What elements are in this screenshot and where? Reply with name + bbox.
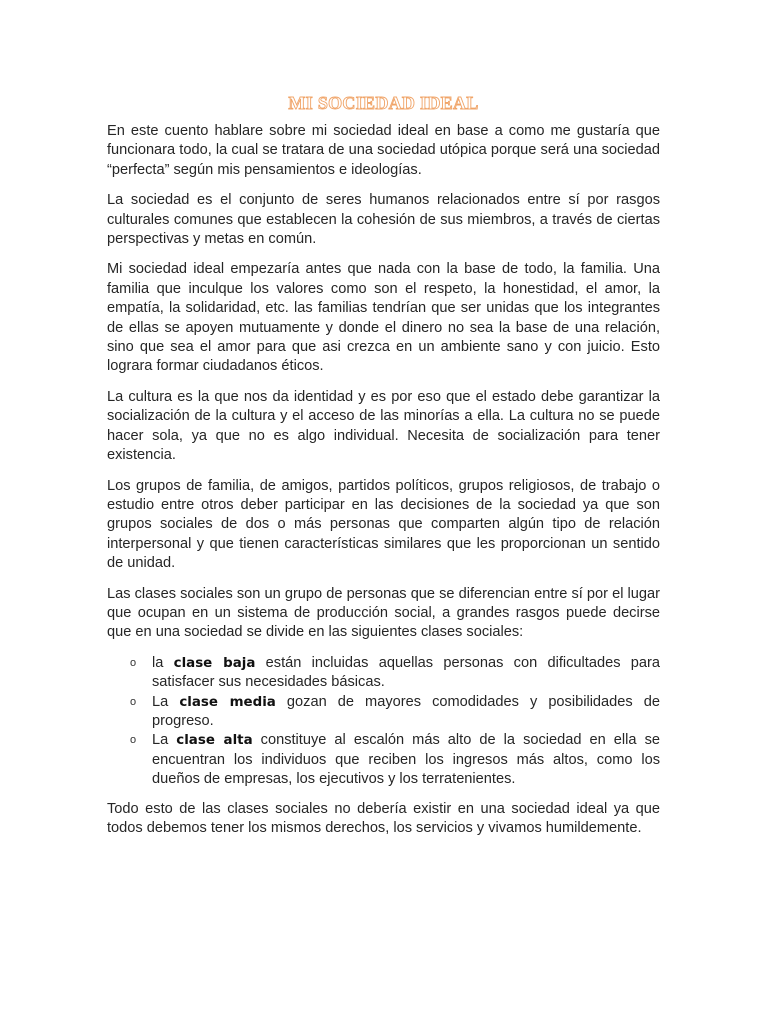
list-item-clase-alta: [107, 731, 660, 789]
list-item-prefix: La: [152, 732, 177, 749]
list-item-text: constituye al escalón más alto de la sociedad en ella se encuentran los individuos que reciben los ingresos más altos, como los dueños de empresas, los ejecutivos y los terratenientes.: [152, 732, 660, 788]
list-item-clase-baja: [107, 654, 660, 693]
list-item-prefix: La: [152, 693, 180, 710]
paragraph-family: Mi sociedad ideal empezaría antes que nada con la base de todo, la familia. Una familia que inculque los valores como son el respeto, la honestidad, el amor, la empatía, la solidaridad, etc. las familias tendrían que ser unidas que los integrantes de ellas se apoyen mutuamente y donde el dinero no sea la base de una relación, sino que sea el amor para que asi crezca en un ambiente sano y con juicio. Esto lograra formar ciudadanos éticos.: [107, 261, 660, 375]
list-item-term: clase baja: [173, 655, 256, 671]
paragraph-groups: Los grupos de familia, de amigos, partidos políticos, grupos religiosos, de trabajo o estudio entre otros deber participar en las decisiones de la sociedad ya que son grupos sociales de dos o más personas que comparten algún tipo de relación interpersonal y que tienen características similares que les proporcionan un sentido de unidad.: [107, 477, 660, 572]
list-item-term: clase alta: [176, 733, 253, 749]
paragraph-closing: Todo esto de las clases sociales no debería existir en una sociedad ideal ya que todos debemos tener los mismos derechos, los servicios y vivamos humildemente.: [107, 800, 660, 836]
social-classes-list: [107, 654, 660, 790]
list-item-prefix: la: [152, 654, 174, 671]
hollow-bullet-icon: o: [130, 734, 137, 747]
document-page: [107, 92, 660, 849]
hollow-bullet-icon: o: [130, 695, 137, 708]
list-item-text: están incluidas aquellas personas con dificultades para satisfacer sus necesidades básicas.: [152, 654, 660, 691]
document-title: MI SOCIEDAD IDEAL: [288, 93, 479, 113]
paragraph-intro: En este cuento hablare sobre mi sociedad ideal en base a como me gustaría que funcionara todo, la cual se tratara de una sociedad utópica porque será una sociedad “perfecta” según mis pensamientos e ideologías.: [107, 123, 660, 178]
paragraph-society-definition: La sociedad es el conjunto de seres humanos relacionados entre sí por rasgos culturales comunes que establecen la cohesión de sus miembros, a través de ciertas perspectivas y metas en común.: [107, 192, 660, 248]
list-item-term: clase media: [179, 694, 276, 710]
hollow-bullet-icon: o: [130, 656, 137, 669]
paragraph-social-classes: Las clases sociales son un grupo de personas que se diferencian entre sí por el lugar que ocupan en un sistema de producción social, a grandes rasgos puede decirse que en una sociedad se divide en las siguientes clases sociales:: [107, 585, 660, 641]
list-item-clase-media: [107, 693, 660, 732]
list-item-text: gozan de mayores comodidades y posibilidades de progreso.: [152, 693, 660, 729]
paragraph-culture: La cultura es la que nos da identidad y es por eso que el estado debe garantizar la socialización de la cultura y el acceso de las minorías a ella. La cultura no se puede hacer sola, ya que no es algo individual. Necesita de socialización para tener existencia.: [107, 388, 660, 464]
